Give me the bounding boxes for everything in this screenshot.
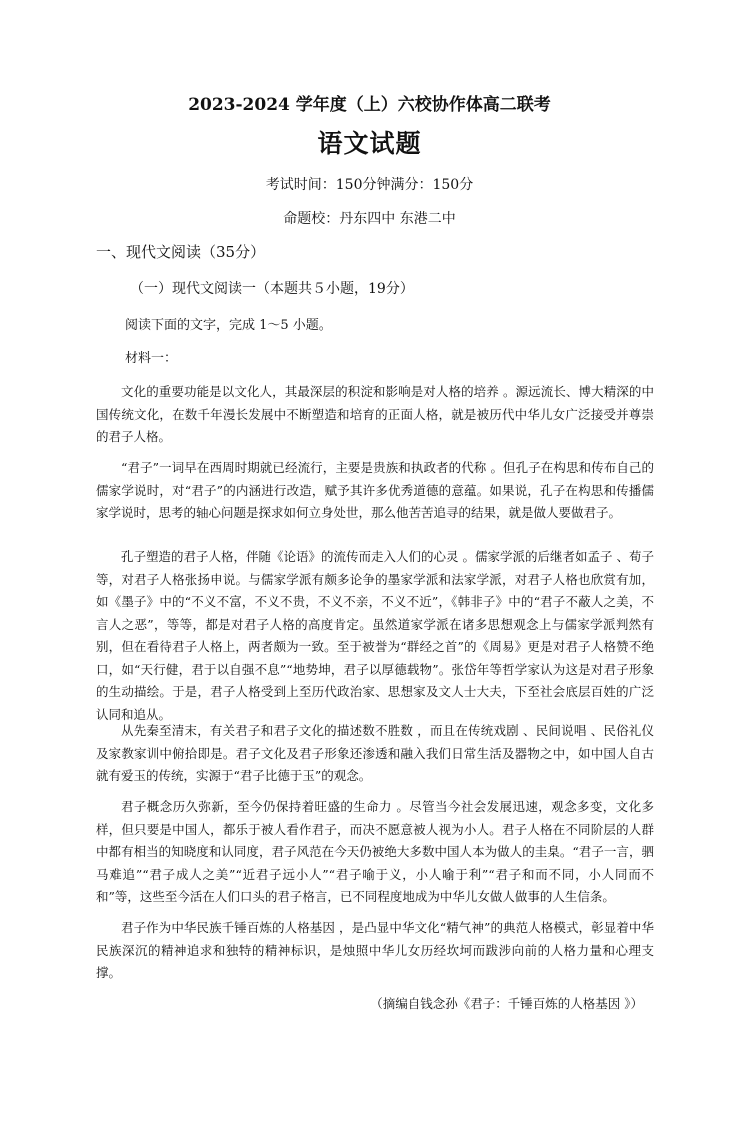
exam-title: 2023-2024 学年度（上）六校协作体高二联考	[188, 95, 551, 115]
paragraph: 孔子塑造的君子人格，伴随《论语》的流传而走入人们的心灵 。儒家学派的后继者如孟子 、荀子等，对君子人格张扬申说。与儒家学派有颇多论争的墨家学派和法家学派，对君子人格也欣赏有加，如《墨子》中的“不义不富，不义不贵，不义不亲，不义不近”，《韩非子》中的“君子不蔽人之美，不言人之恶”，等等，都是对君子人格的高度肯定。虽然道家学派在诸多思想观念上与儒家学派判然有别，但在看待君子人格上，两者颇为一致。至于被誉为“群经之首”的《周易》更是对君子人格赞不绝口，如“天行健，君于以自强不息”“地势坤，君子以厚德载物”。张岱年等哲学家认为这是对君子形象的生动描绘。于是，君子人格受到上至历代政治家、思想家及文人士大夫，下至社会底层百姓的广泛认同和追从。	[96, 549, 654, 722]
exam-time-score: 考试时间：150分钟满分：150分	[265, 177, 474, 193]
setting-schools: 命题校：丹东四中 东港二中	[283, 211, 456, 227]
subsection-title: （一）现代文阅读一（本题共５小题，19分）	[130, 281, 414, 297]
material-label: 材料一：	[125, 351, 178, 366]
subject-title: 语文试题	[317, 129, 422, 158]
section-title: 一、现代文阅读（35分）	[96, 243, 266, 261]
paragraph: 从先秦至清末，有关君子和君子文化的描述数不胜数 ，而且在传统戏剧 、民间说唱 、民俗礼仪及家教家训中俯拾即是。君子文化及君子形象还渗透和融入我们日常生活及器物之中，如中国人自古就有爱玉的传统，实源于“君子比德于玉”的观念。	[96, 723, 654, 783]
paragraph: 君子概念历久弥新，至今仍保持着旺盛的生命力 。尽管当今社会发展迅速，观念多变，文化多样，但只要是中国人，都乐于被人看作君子，而决不愿意被人视为小人。君子人格在不同阶层的人群中都有相当的知晓度和认同度，君子风范在今天仍被绝大多数中国人本为做人的圭臬。“君子一言，驷马难追”“君子成人之美”“近君子远小人”“君子喻于义，小人喻于利”“君子和而不同，小人同而不和”等，这些至今活在人们口头的君子格言，已不同程度地成为中华儿女做人做事的人生信条。	[96, 799, 654, 904]
source-citation: （摘编自钱念孙《君子：千锤百炼的人格基因 》）	[370, 996, 643, 1011]
reading-instruction: 阅读下面的文字，完成 1～5 小题。	[125, 318, 332, 333]
paragraph: “君子”一词早在西周时期就已经流行，主要是贵族和执政者的代称 。但孔子在构思和传布自己的儒家学说时，对“君子”的内涵进行改造，赋予其许多优秀道德的意蕴。如果说，孔子在构思和传播儒家学说时，思考的轴心问题是探求如何立身处世，那么他苦苦追寻的结果，就是做人要做君子。	[96, 460, 654, 520]
paragraph: 君子作为中华民族千锤百炼的人格基因 ，是凸显中华文化“精气神”的典范人格模式，彰显着中华民族深沉的精神追求和独特的精神标识，是烛照中华儿女历经坎坷而跋涉向前的人格力量和心理支撑。	[96, 920, 654, 980]
paragraph: 文化的重要功能是以文化人，其最深层的积淀和影响是对人格的培养 。源远流长、博大精深的中国传统文化，在数千年漫长发展中不断塑造和培育的正面人格，就是被历代中华儿女广泛接受并尊崇的君子人格。	[96, 384, 654, 444]
